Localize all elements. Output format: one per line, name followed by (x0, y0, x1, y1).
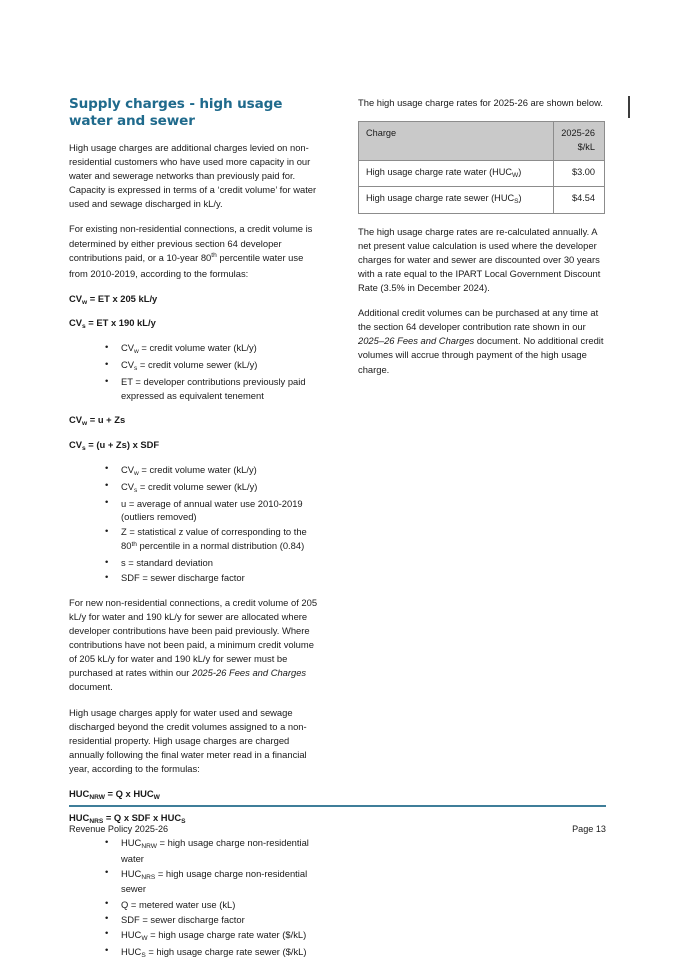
list-item (105, 463, 323, 479)
term-subscript: S (141, 951, 146, 959)
formula-cvw-et (69, 292, 323, 308)
column-header-rate (554, 122, 605, 161)
high-usage-charge-rates-table (358, 121, 605, 214)
paragraph-charge-application: High usage charges apply for water used and sewage discharged beyond the credit volumes assigned to a non-residential property. High usage charges are charged annually following the final water meter read in a financial year, according to the formulas: (69, 706, 307, 774)
list-item (105, 913, 323, 927)
term-subscript: NRS (141, 873, 156, 881)
page-title: Supply charges - high usage water and sewer (69, 96, 283, 129)
term-definition-tail: percentile in a normal distribution (0.84) (136, 540, 305, 552)
term-symbol: CV (121, 480, 135, 492)
term-subscript: s (134, 486, 138, 494)
column-header-rate-unit: $/kL (577, 141, 595, 152)
formula-huc-nrw-subscript: NRW (89, 793, 105, 801)
formula-huc-nrw (69, 787, 323, 803)
paragraph-additional-credit-volumes-post: document. No additional credit volumes will accrue through payment of the high usage charge. (358, 335, 604, 375)
term-subscript: w (134, 348, 139, 356)
term-definition: ET = developer contributions previously paid expressed as equivalent tenement (121, 376, 306, 401)
right-column (358, 96, 606, 377)
formula-cvs-uzs-sdf (69, 438, 323, 454)
term-definition: SDF = sewer discharge factor (121, 572, 245, 584)
revision-change-bar (628, 96, 630, 118)
term-definition: = credit volume water (kL/y) (138, 342, 257, 354)
term-subscript: s (134, 365, 138, 373)
paragraph-high-usage-intro: High usage charges are additional charges levied on non-residential customers who have used more capacity in our water and sewerage networks than previously paid for. Capacity is expressed in terms of a ‘credit volume’ for water used and sewage discharged in kL/y. (69, 142, 317, 210)
paragraph-recalculation-method: The high usage charge rates are re-calculated annually. A net present value calculation is used where the developer charges for water and sewer are discounted over 30 years with a rate equal to the IPART Local Government Discount Rate (3.5% in December 2024). (358, 225, 601, 294)
cell-charge-water-subscript: W (512, 171, 519, 179)
term-subscript: w (134, 469, 139, 477)
formula-huc-nrs-symbol: HUC (69, 812, 90, 824)
footer-divider (69, 805, 606, 807)
footer-page-number: Page 13 (572, 824, 606, 834)
list-item (105, 945, 323, 961)
list-item (105, 898, 323, 912)
formula-cvs-et-body: = ET x 190 kL/y (85, 316, 156, 328)
term-symbol: CV (121, 359, 135, 371)
term-symbol: HUC (121, 928, 142, 940)
cell-charge-sewer-label-post: ) (518, 193, 522, 204)
paragraph-new-connections (69, 596, 323, 695)
list-item (105, 358, 323, 374)
cell-charge-water-label-post: ) (518, 166, 522, 177)
formula-cvw-et-body: = ET x 205 kL/y (87, 292, 158, 304)
list-item (105, 836, 323, 865)
formula-huc-nrw-body: = Q x HUC (104, 787, 154, 799)
formula-cvw-et-subscript: w (82, 298, 88, 306)
paragraph-rates-intro: The high usage charge rates for 2025-26 are shown below. (358, 97, 603, 108)
term-symbol: CV (121, 463, 135, 475)
formula-cvs-uzs-sdf-body: = (u + Zs) x SDF (85, 438, 160, 450)
cell-charge-sewer-label: High usage charge rate sewer (HUC (366, 193, 515, 204)
page-footer (69, 823, 606, 837)
paragraph-new-connections-post: document. (69, 681, 113, 693)
ordinal-suffix-80th: th (131, 540, 137, 548)
list-item (105, 341, 323, 357)
paragraph-existing-connections-post: percentile water use from 2010-2019, according to the formulas: (69, 251, 304, 279)
paragraph-additional-credit-volumes-pre: Additional credit volumes can be purchased at any time at the section 64 developer contribution rate shown in our (358, 307, 599, 333)
formula-cvw-uzs-symbol: CV (69, 414, 83, 426)
term-definition: Z = statistical z value of corresponding to the 80 (121, 526, 307, 552)
cell-rate-water: $3.00 (554, 160, 605, 186)
table-row (359, 160, 605, 186)
document-reference-fees-and-charges: 2025–26 Fees and Charges (358, 335, 475, 347)
table-header (359, 122, 605, 161)
term-subscript: NRW (141, 843, 157, 851)
definition-list-credit-volume-statistical (69, 463, 323, 585)
formula-huc-nrs-body: = Q x SDF x HUC (103, 812, 182, 824)
formula-cvw-uzs-body: = u + Zs (87, 414, 126, 426)
list-item (105, 525, 323, 554)
document-reference-fees-and-charges: 2025-26 Fees and Charges (191, 667, 307, 679)
term-definition: = credit volume water (kL/y) (138, 463, 257, 475)
list-item (105, 375, 323, 402)
formula-cvw-uzs-subscript: w (82, 420, 88, 428)
formula-cvs-uzs-sdf-symbol: CV (69, 438, 83, 450)
definition-list-credit-volume-et (69, 341, 323, 402)
term-definition: Q = metered water use (kL) (121, 898, 236, 910)
term-definition: = high usage charge rate water ($/kL) (147, 928, 307, 940)
term-symbol: CV (121, 342, 135, 354)
list-item (105, 556, 323, 570)
formula-huc-nrw-subscript-2: W (153, 793, 160, 801)
formula-huc-nrw-symbol: HUC (69, 787, 90, 799)
paragraph-additional-credit-volumes (358, 306, 606, 376)
cell-charge-sewer (359, 187, 554, 213)
list-item (105, 480, 323, 496)
formula-cvs-et-subscript: s (82, 322, 86, 330)
formula-cvw-uzs (69, 413, 323, 429)
term-definition: = credit volume sewer (kL/y) (137, 359, 258, 371)
definition-list-high-usage-charge (69, 836, 323, 960)
table-header-row (359, 122, 605, 161)
list-item (105, 571, 323, 585)
term-definition: SDF = sewer discharge factor (121, 913, 245, 925)
formula-cvs-uzs-sdf-subscript: s (82, 444, 86, 452)
term-symbol: HUC (121, 945, 142, 957)
term-definition: s = standard deviation (121, 557, 213, 569)
column-header-rate-year: 2025-26 (561, 128, 595, 139)
formula-huc-nrs-subscript: NRS (89, 818, 104, 826)
footer-document-title: Revenue Policy 2025-26 (69, 824, 169, 834)
formula-cvw-et-symbol: CV (69, 292, 83, 304)
term-subscript: W (141, 934, 148, 942)
list-item (105, 497, 323, 524)
formula-cvs-et-symbol: CV (69, 316, 83, 328)
term-definition: = high usage charge non-residential sewer (121, 867, 308, 895)
paragraph-existing-connections-pre: For existing non-residential connections, a credit volume is determined by either previous section 64 developer contributions paid, or a 10-year 80 (69, 223, 313, 263)
term-definition: = high usage charge non-residential water (121, 837, 309, 864)
paragraph-new-connections-pre: For new non-residential connections, a credit volume of 205 kL/y for water and 190 kL/y for sewer are allocated where developer contributions have been paid previously. Where contributions have not been paid, a minimum credit volume of 205 kL/y for water and 190 kL/y for sewer must be purchased at rates within our (69, 596, 318, 679)
column-header-charge: Charge (359, 122, 554, 161)
formula-cvs-et (69, 316, 323, 332)
cell-rate-sewer: $4.54 (554, 187, 605, 213)
term-symbol: HUC (121, 837, 142, 849)
ordinal-suffix-80th: th (211, 252, 217, 260)
cell-charge-water-label: High usage charge rate water (HUC (366, 166, 513, 177)
list-item (105, 928, 323, 944)
list-item (105, 867, 323, 896)
cell-charge-sewer-subscript: S (514, 198, 519, 206)
term-definition: = credit volume sewer (kL/y) (137, 480, 258, 492)
paragraph-existing-connections (69, 222, 323, 280)
table-body (359, 160, 605, 213)
cell-charge-water (359, 160, 554, 186)
table-row (359, 187, 605, 213)
term-definition: = high usage charge rate sewer ($/kL) (145, 945, 307, 957)
term-symbol: HUC (121, 867, 142, 879)
left-column (69, 96, 323, 971)
formula-huc-nrs-subscript-2: S (181, 818, 186, 826)
term-definition: u = average of annual water use 2010-2019 (outliers removed) (121, 497, 303, 523)
